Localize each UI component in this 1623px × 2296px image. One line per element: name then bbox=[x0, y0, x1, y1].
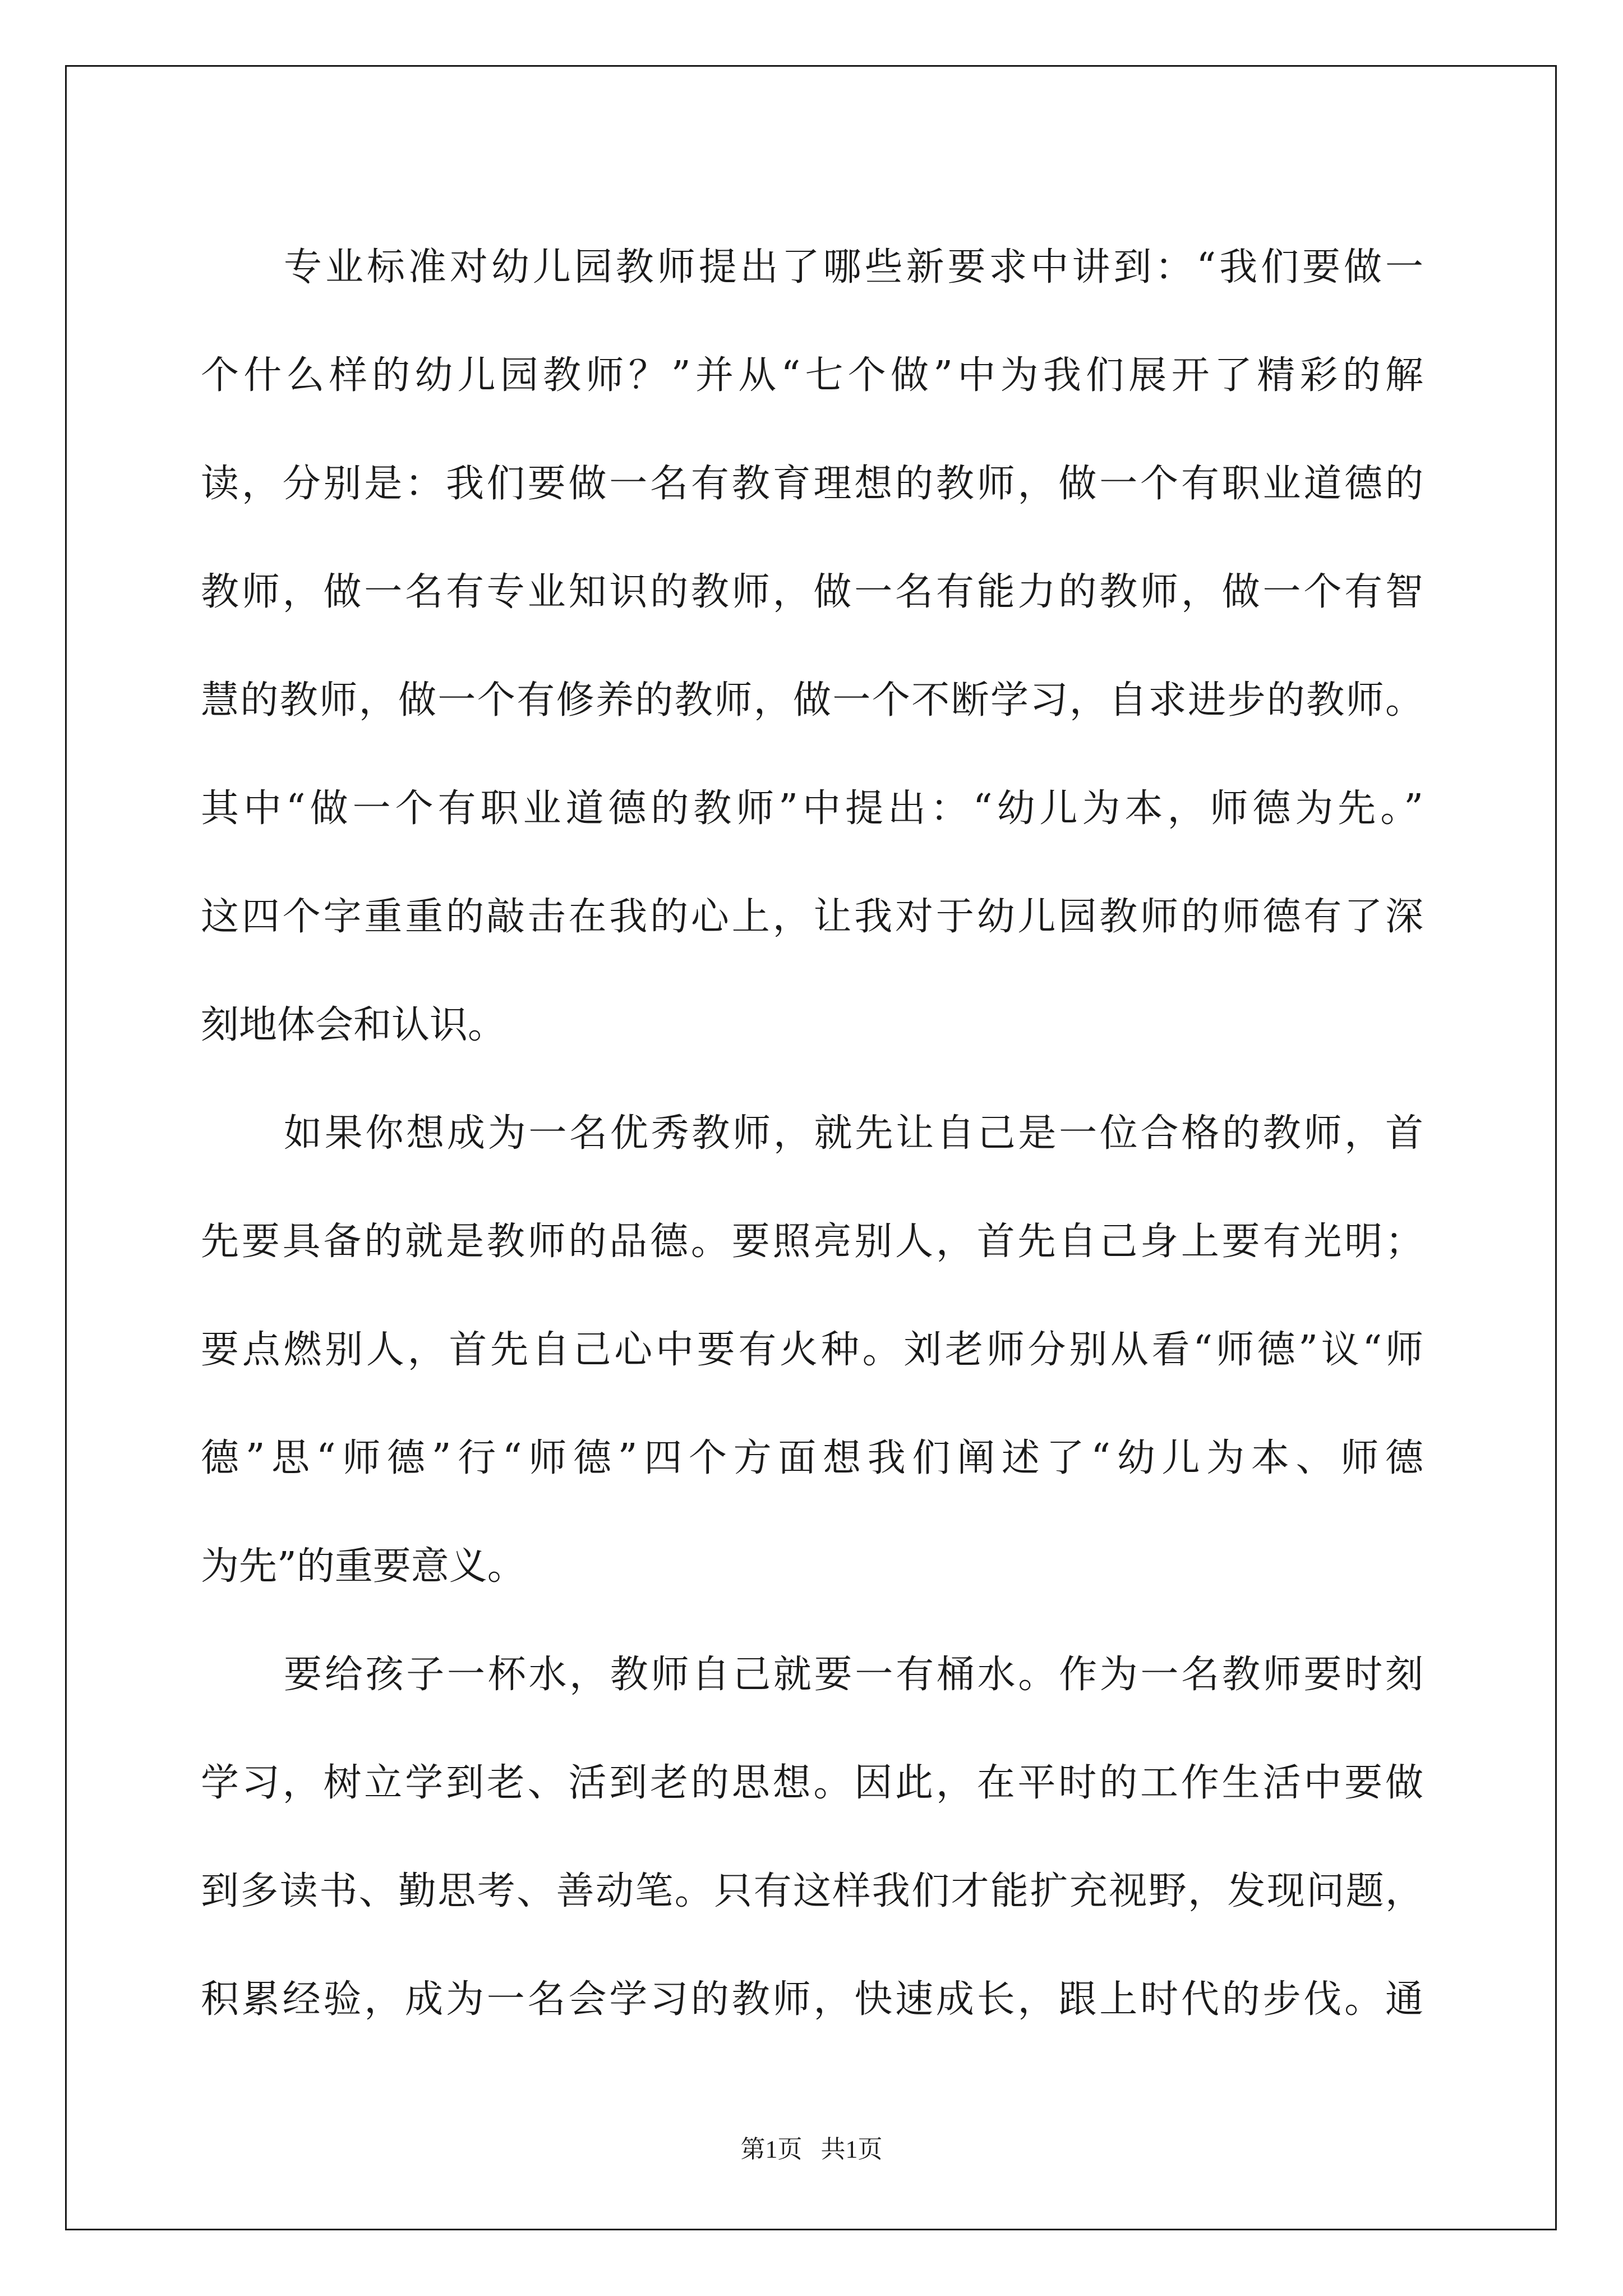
text-line: 刻地体会和认识。 bbox=[201, 1003, 506, 1047]
text-line: 要点燃别人，首先自己心中要有火种。刘老师分别从看“师德”议“师 bbox=[201, 1328, 1423, 1372]
text-line: 读，分别是：我们要做一名有教育理想的教师，做一个有职业道德的 bbox=[201, 462, 1423, 506]
text-line: 先要具备的就是教师的品德。要照亮别人，首先自己身上要有光明； bbox=[201, 1220, 1423, 1264]
page-number-footer: 第1页 共1页 bbox=[740, 2136, 883, 2163]
text-line: 到多读书、勤思考、善动笔。只有这样我们才能扩充视野，发现问题， bbox=[201, 1869, 1423, 1913]
text-line: 专业标准对幼儿园教师提出了哪些新要求中讲到：“我们要做一 bbox=[284, 245, 1423, 289]
text-line: 教师，做一名有专业知识的教师，做一名有能力的教师，做一个有智 bbox=[201, 570, 1423, 614]
document-body bbox=[201, 213, 1423, 2054]
text-line: 个什么样的幼儿园教师？”并从“七个做”中为我们展开了精彩的解 bbox=[201, 353, 1423, 398]
text-line: 慧的教师，做一个有修养的教师，做一个不断学习，自求进步的教师。 bbox=[201, 678, 1423, 723]
text-line: 其中“做一个有职业道德的教师”中提出：“幼儿为本，师德为先。” bbox=[201, 786, 1423, 831]
text-line: 学习，树立学到老、活到老的思想。因此，在平时的工作生活中要做 bbox=[201, 1761, 1423, 1805]
text-line: 德”思“师德”行“师德”四个方面想我们阐述了“幼儿为本、师德 bbox=[201, 1436, 1423, 1480]
text-line: 要给孩子一杯水，教师自己就要一有桶水。作为一名教师要时刻 bbox=[284, 1653, 1423, 1697]
text-line: 积累经验，成为一名会学习的教师，快速成长，跟上时代的步伐。通 bbox=[201, 1977, 1423, 2022]
text-line: 为先”的重要意义。 bbox=[201, 1544, 525, 1589]
text-line: 这四个字重重的敲击在我的心上，让我对于幼儿园教师的师德有了深 bbox=[201, 895, 1423, 939]
text-line: 如果你想成为一名优秀教师，就先让自己是一位合格的教师，首 bbox=[284, 1111, 1423, 1156]
